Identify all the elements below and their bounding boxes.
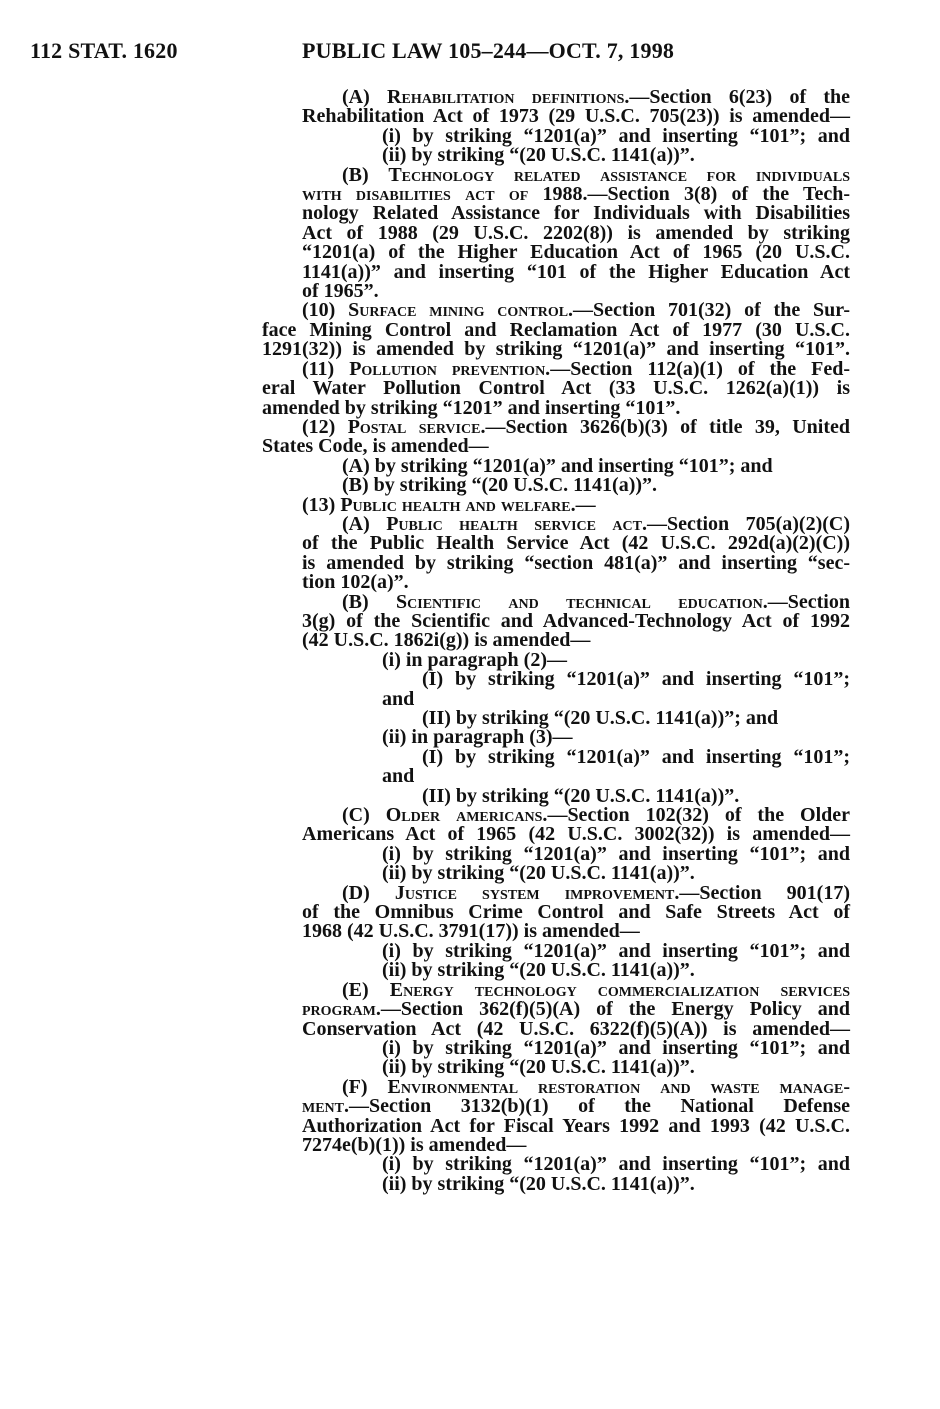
line-text: —Section 3626(b)(3) of title 39, United <box>485 415 851 438</box>
section-heading: Environmental restoration and waste manage- <box>387 1075 850 1098</box>
paragraph-designator: (B) <box>342 163 389 186</box>
paragraph-designator: (A) <box>342 86 388 108</box>
section-heading: Justice system improvement. <box>394 881 680 904</box>
line-text: and <box>382 765 415 788</box>
line-text: —Section 3(8) of the Tech- <box>587 183 850 206</box>
line-text: (ii) by striking “(20 U.S.C. 1141(a))”. <box>382 1056 695 1079</box>
paragraph-designator: (B) <box>342 590 397 613</box>
line-text: (I) by striking “1201(a)” and inserting “101”; <box>422 668 850 691</box>
line-text: (i) by striking “1201(a)” and inserting “101”; and <box>382 124 850 147</box>
line-text: (ii) by striking “(20 U.S.C. 1141(a))”. <box>382 144 695 167</box>
line-text: of 1965”. <box>302 280 379 303</box>
line-text: (II) by striking “(20 U.S.C. 1141(a))”. <box>422 784 740 807</box>
line-text: (II) by striking “(20 U.S.C. 1141(a))”; and <box>422 707 779 729</box>
paragraph-designator: (E) <box>342 978 390 1001</box>
line-text: (i) by striking “1201(a)” and inserting “101”; and <box>382 1153 850 1176</box>
line-text: States Code, is amended— <box>262 435 489 458</box>
line-text: Act of 1988 (29 U.S.C. 2202(8)) is amended by striking <box>302 221 850 244</box>
line-text: of the Public Health Service Act (42 U.S.C. 292d(a)(2)(C)) <box>302 532 850 555</box>
section-heading: Older americans. <box>385 804 548 827</box>
line-text: eral Water Pollution Control Act (33 U.S.C. 1262(a)(1)) is <box>262 377 850 400</box>
line-text: (ii) in paragraph (3)— <box>382 726 573 749</box>
line-text: Americans Act of 1965 (42 U.S.C. 3002(32)) is amended— <box>302 823 850 846</box>
paragraph-designator: (13) <box>302 493 341 516</box>
line-text: — <box>575 493 596 516</box>
paragraph-designator: (F) <box>342 1075 388 1098</box>
section-heading: program. <box>302 998 381 1021</box>
paragraph-designator: (D) <box>342 881 395 904</box>
line-text: (i) in paragraph (2)— <box>382 648 567 671</box>
line-text: “1201(a) of the Higher Education Act of 1965 (20 U.S.C. <box>302 241 850 264</box>
section-heading: Public health service act. <box>386 512 647 535</box>
line-text: (i) by striking “1201(a)” and inserting “101”; and <box>382 1036 850 1059</box>
line-text: Conservation Act (42 U.S.C. 6322(f)(5)(A)) is amended— <box>302 1017 850 1040</box>
line-text: (B) by striking “(20 U.S.C. 1141(a))”. <box>342 474 658 497</box>
paragraph-designator: (C) <box>342 804 386 827</box>
line-text: (42 U.S.C. 1862i(g)) is amended— <box>302 629 591 652</box>
line-text: 3(g) of the Scientific and Advanced-Technology Act of 1992 <box>302 609 850 632</box>
line-text: 1291(32)) is amended by striking “1201(a)” and inserting “101”. <box>262 338 850 361</box>
line-text: —Section 6(23) of the <box>629 86 851 108</box>
line-text: —Section 705(a)(2)(C) <box>646 512 850 535</box>
line-text: (ii) by striking “(20 U.S.C. 1141(a))”. <box>382 959 695 982</box>
line-text: (A) by striking “1201(a)” and inserting “101”; and <box>342 454 773 477</box>
line-text: (ii) by striking “(20 U.S.C. 1141(a))”. <box>382 862 695 885</box>
page-header <box>0 38 940 68</box>
line-text: —Section 102(32) of the Older <box>547 804 851 827</box>
section-heading: ment. <box>302 1095 349 1118</box>
section-heading: Technology related assistance for individuals <box>388 163 850 186</box>
paragraph-designator: (11) <box>302 357 350 380</box>
paragraph-designator: (12) <box>302 415 348 438</box>
section-heading: with disabilities act of 1988. <box>302 183 588 206</box>
line-text: (i) by striking “1201(a)” and inserting “101”; and <box>382 842 850 865</box>
line-text: —Section 3132(b)(1) of the National Defense <box>349 1095 850 1118</box>
text-line <box>302 260 850 283</box>
line-text: Authorization Act for Fiscal Years 1992 and 1993 (42 U.S.C. <box>302 1114 850 1137</box>
line-text: (I) by striking “1201(a)” and inserting “101”; <box>422 745 850 768</box>
line-text: face Mining Control and Reclamation Act of 1977 (30 U.S.C. <box>262 318 850 341</box>
line-text: —Section 112(a)(1) of the Fed- <box>550 357 851 380</box>
line-text: 7274e(b)(1)) is amended— <box>302 1133 527 1156</box>
stat-page-number: 112 STAT. 1620 <box>30 38 178 63</box>
line-text: and <box>382 687 415 710</box>
line-text: (i) by striking “1201(a)” and inserting “101”; and <box>382 939 850 962</box>
line-text: is amended by striking “section 481(a)” and inserting “sec- <box>302 551 850 574</box>
line-text: —Section 901(17) <box>679 881 850 904</box>
document-body <box>262 86 851 1195</box>
line-text: —Section <box>767 590 850 613</box>
section-heading: Rehabilitation definitions. <box>387 86 630 108</box>
line-text: (ii) by striking “(20 U.S.C. 1141(a))”. <box>382 1172 695 1195</box>
line-text: nology Related Assistance for Individuals with Disabilities <box>302 202 850 225</box>
text-line <box>422 745 850 768</box>
section-heading: Scientific and technical education. <box>396 590 768 613</box>
text-line <box>422 670 850 689</box>
running-head: PUBLIC LAW 105–244—OCT. 7, 1998 <box>302 38 675 63</box>
line-text: of the Omnibus Crime Control and Safe Streets Act of <box>302 901 850 924</box>
section-heading: Energy technology commercialization services <box>389 978 850 1001</box>
line-text: Rehabilitation Act of 1973 (29 U.S.C. 705(23)) is amended— <box>302 105 850 128</box>
line-text: 1141(a))” and inserting “101 of the Higher Education Act <box>302 260 850 283</box>
text-line <box>382 1172 850 1195</box>
section-heading: Public health and welfare. <box>340 493 576 516</box>
paragraph-designator: (A) <box>342 512 387 535</box>
line-text: tion 102(a)”. <box>302 571 409 594</box>
section-heading: Surface mining control. <box>348 299 574 322</box>
line-text: —Section 362(f)(5)(A) of the Energy Policy and <box>380 998 850 1021</box>
section-heading: Postal service. <box>347 415 486 438</box>
line-text: 1968 (42 U.S.C. 3791(17)) is amended— <box>302 920 640 943</box>
line-text: —Section 701(32) of the Sur- <box>573 299 850 322</box>
paragraph-designator: (10) <box>302 299 349 322</box>
line-text: amended by striking “1201” and inserting “101”. <box>262 396 681 419</box>
section-heading: Pollution prevention. <box>349 357 551 380</box>
